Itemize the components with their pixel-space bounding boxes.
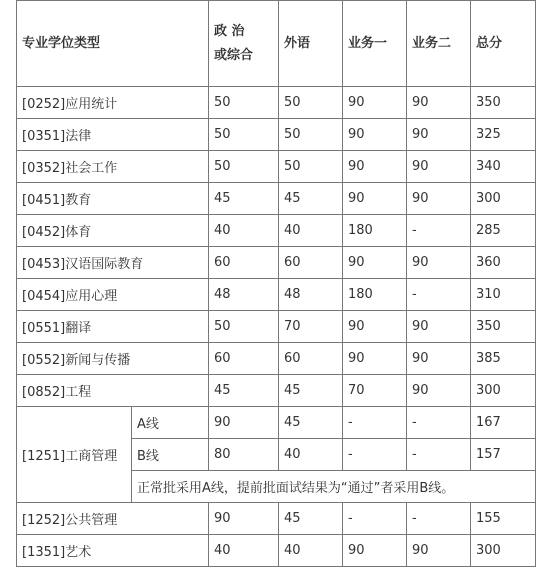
table-row [17,151,536,183]
cell-subject2: 90 [407,535,471,567]
cell-subject2: - [407,215,471,247]
cell-type: [0451]教育 [17,183,209,215]
header-politics-line1: 政 治 [214,23,245,39]
cell-subject1: 90 [343,343,407,375]
cell-type: [0452]体育 [17,215,209,247]
cell-total: 325 [471,119,536,151]
cell-foreign: 45 [279,375,343,407]
header-politics [209,1,279,87]
cell-foreign: 40 [279,535,343,567]
cell-subject1: - [343,407,407,439]
table-row [17,183,536,215]
cell-subject2: 90 [407,311,471,343]
cell-foreign: 45 [279,407,343,439]
header-subject1: 业务一 [343,1,407,87]
mba-note: 正常批采用A线，提前批面试结果为“通过”者采用B线。 [132,471,536,503]
cell-politics: 50 [209,119,279,151]
cell-subject1: 180 [343,279,407,311]
table-header-row [17,1,536,87]
cell-subject2: 90 [407,119,471,151]
cell-type: [0352]社会工作 [17,151,209,183]
table-row [17,215,536,247]
cell-total: 157 [471,439,536,471]
cell-subject1: 90 [343,183,407,215]
cell-subject1: 90 [343,311,407,343]
header-foreign: 外语 [279,1,343,87]
table-row [17,503,536,535]
cell-type: [0552]新闻与传播 [17,343,209,375]
cell-subject2: 90 [407,151,471,183]
cell-subject2: 90 [407,247,471,279]
cell-subject1: 90 [343,535,407,567]
cell-total: 285 [471,215,536,247]
cell-politics: 90 [209,407,279,439]
cell-total: 300 [471,183,536,215]
score-table-wrapper [16,0,536,567]
table-row [17,343,536,375]
cell-foreign: 40 [279,215,343,247]
cell-type: [1351]艺术 [17,535,209,567]
cell-politics: 80 [209,439,279,471]
cell-subject1: 70 [343,375,407,407]
table-row-mba-a [17,407,536,439]
table-row [17,87,536,119]
cell-type: [0852]工程 [17,375,209,407]
cell-type: [1252]公共管理 [17,503,209,535]
cell-politics: 40 [209,535,279,567]
cell-total: 350 [471,311,536,343]
cell-subject1: 90 [343,87,407,119]
cell-total: 310 [471,279,536,311]
cell-foreign: 50 [279,151,343,183]
cell-subject2: - [407,279,471,311]
cell-politics: 48 [209,279,279,311]
header-politics-line2: 或综合 [214,47,254,63]
cell-subject2: 90 [407,343,471,375]
cell-total: 155 [471,503,536,535]
header-subject2: 业务二 [407,1,471,87]
cell-total: 300 [471,375,536,407]
cell-line-b-label: B线 [132,439,209,471]
cell-politics: 45 [209,183,279,215]
table-row [17,311,536,343]
cell-politics: 60 [209,343,279,375]
cell-total: 350 [471,87,536,119]
cell-total: 300 [471,535,536,567]
cell-subject1: 180 [343,215,407,247]
cell-foreign: 50 [279,87,343,119]
table-row [17,375,536,407]
cell-subject1: - [343,503,407,535]
cell-subject2: 90 [407,87,471,119]
cell-type: [0252]应用统计 [17,87,209,119]
cell-foreign: 48 [279,279,343,311]
table-row [17,535,536,567]
table-row [17,279,536,311]
cell-type: [0454]应用心理 [17,279,209,311]
cell-subject2: - [407,439,471,471]
cell-total: 385 [471,343,536,375]
cell-politics: 90 [209,503,279,535]
cell-subject1: 90 [343,151,407,183]
cell-subject1: - [343,439,407,471]
cell-subject2: - [407,503,471,535]
cell-politics: 50 [209,151,279,183]
cell-politics: 50 [209,87,279,119]
cell-type: [0453]汉语国际教育 [17,247,209,279]
cell-politics: 40 [209,215,279,247]
cell-total: 340 [471,151,536,183]
cell-politics: 45 [209,375,279,407]
cell-type-mba: [1251]工商管理 [17,407,132,503]
table-row [17,247,536,279]
cell-subject1: 90 [343,247,407,279]
cell-foreign: 45 [279,503,343,535]
cell-line-a-label: A线 [132,407,209,439]
cell-foreign: 60 [279,247,343,279]
score-table [16,0,536,567]
cell-foreign: 40 [279,439,343,471]
cell-type: [0351]法律 [17,119,209,151]
table-row [17,119,536,151]
cell-type: [0551]翻译 [17,311,209,343]
cell-foreign: 50 [279,119,343,151]
header-type: 专业学位类型 [17,1,209,87]
cell-total: 167 [471,407,536,439]
cell-subject2: 90 [407,375,471,407]
cell-foreign: 70 [279,311,343,343]
cell-subject2: - [407,407,471,439]
cell-total: 360 [471,247,536,279]
cell-foreign: 45 [279,183,343,215]
cell-subject2: 90 [407,183,471,215]
cell-politics: 60 [209,247,279,279]
cell-politics: 50 [209,311,279,343]
cell-subject1: 90 [343,119,407,151]
cell-foreign: 60 [279,343,343,375]
header-total: 总分 [471,1,536,87]
